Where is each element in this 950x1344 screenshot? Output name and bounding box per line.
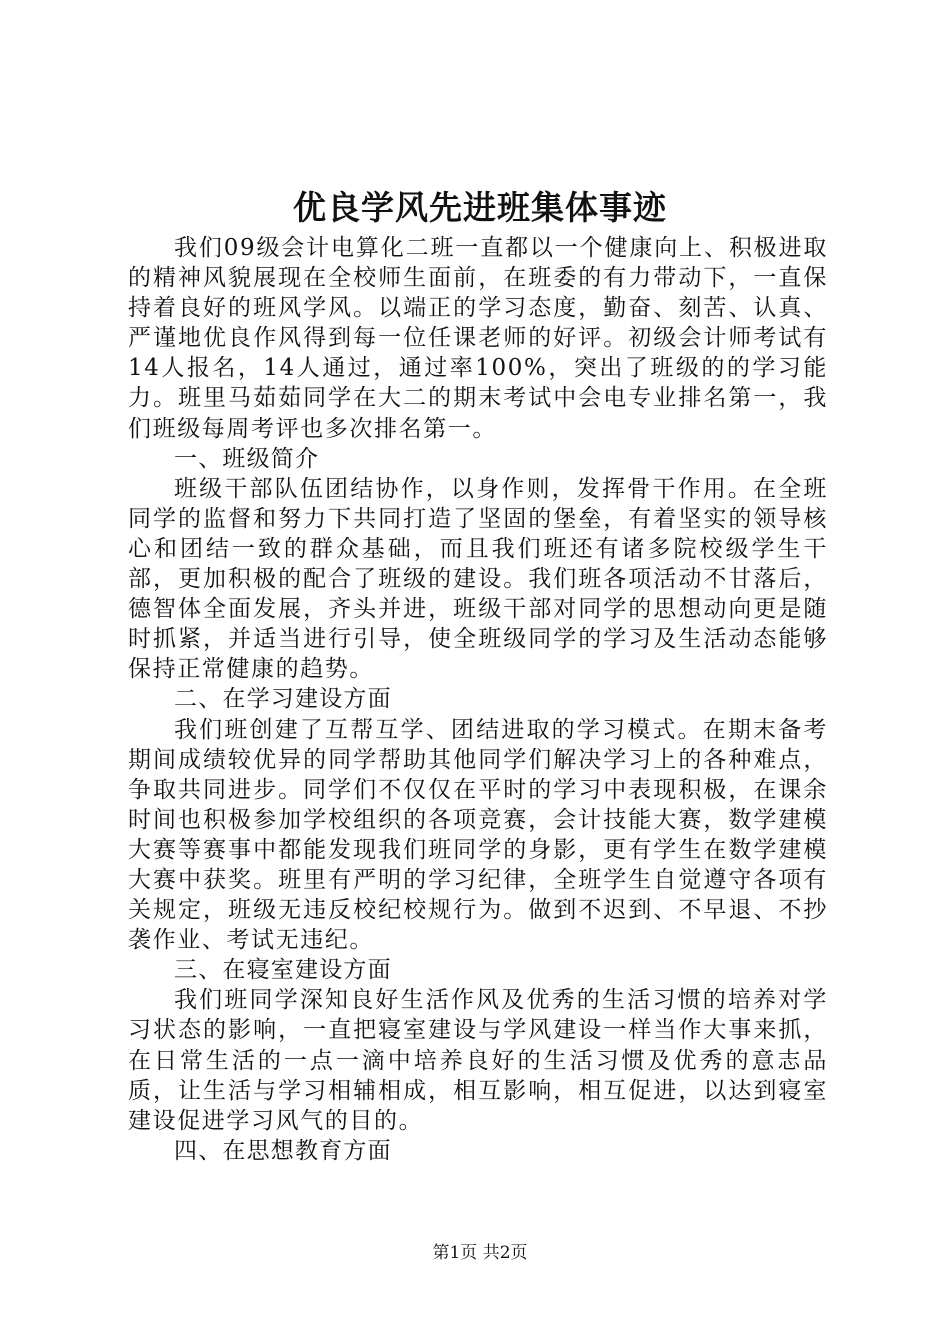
dormitory-paragraph: 我们班同学深知良好生活作风及优秀的生活习惯的培养对学习状态的影响，一直把寝室建设与学风建设一样当作大事来抓，在日常生活的一点一滴中培养良好的生活习惯及优秀的意志品质，让生活与学习相辅相成，相互影响，相互促进，以达到寝室建设促进学习风气的目的。 [128,987,828,1134]
class-intro-paragraph: 班级干部队伍团结协作，以身作则，发挥骨干作用。在全班同学的监督和努力下共同打造了坚固的堡垒，有着坚实的领导核心和团结一致的群众基础，而且我们班还有诸多院校级学生干部，更加积极的配合了班级的建设。我们班各项活动不甘落后，德智体全面发展，齐头并进，班级干部对同学的思想动向更是随时抓紧，并适当进行引导，使全班级同学的学习及生活动态能够保持正常健康的趋势。 [128,475,828,683]
study-paragraph: 我们班创建了互帮互学、团结进取的学习模式。在期末备考期间成绩较优异的同学帮助其他同学们解决学习上的各种难点，争取共同进步。同学们不仅仅在平时的学习中表现积极，在课余时间也积极参加学校组织的各项竞赛，会计技能大赛，数学建模大赛等赛事中都能发现我们班同学的身影，更有学生在数学建模大赛中获奖。班里有严明的学习纪律，全班学生自觉遵守各项有关规定，班级无违反校纪校规行为。做到不迟到、不早退、不抄袭作业、考试无违纪。 [128,716,828,954]
section-heading-dormitory: 三、在寝室建设方面 [174,957,392,984]
section-heading-class-intro: 一、班级简介 [174,445,320,472]
document-title: 优良学风先进班集体事迹 [293,188,667,227]
section-heading-ideology: 四、在思想教育方面 [174,1137,392,1164]
section-heading-study: 二、在学习建设方面 [174,686,392,713]
document-body [128,233,828,1166]
page-footer: 第1页 共2页 [432,1243,528,1263]
intro-paragraph: 我们09级会计电算化二班一直都以一个健康向上、积极进取的精神风貌展现在全校师生面前，在班委的有力带动下，一直保持着良好的班风学风。以端正的学习态度，勤奋、刻苦、认真、严谨地优良作风得到每一位任课老师的好评。初级会计师考试有14人报名，14人通过，通过率100%，突出了班级的的学习能力。班里马茹茹同学在大二的期末考试中会电专业排名第一，我们班级每周考评也多次排名第一。 [128,235,828,442]
